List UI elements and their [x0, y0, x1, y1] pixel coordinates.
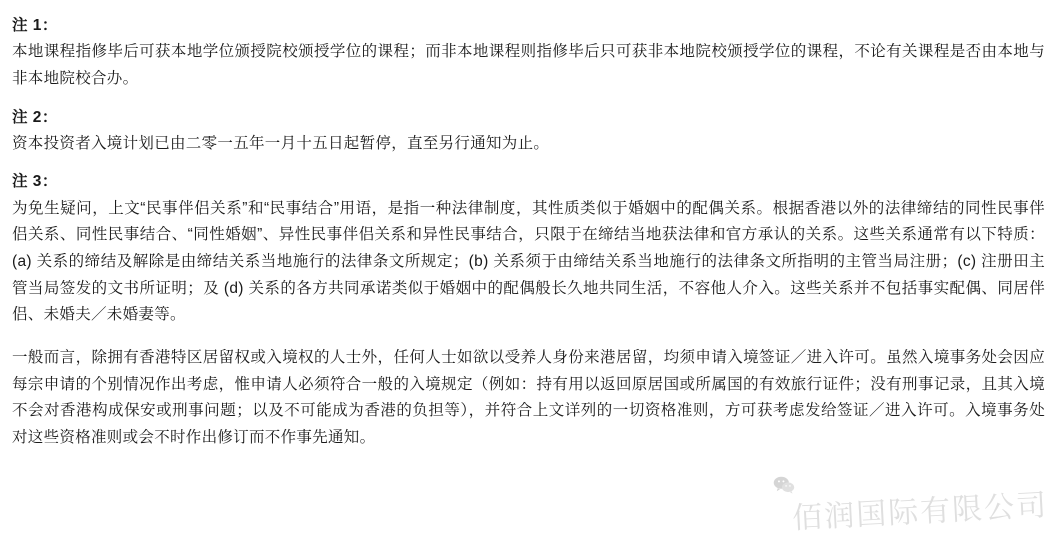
note-3-body: 为免生疑问，上文“民事伴侣关系”和“民事结合”用语，是指一种法律制度，其性质类似于婚姻中的配偶关系。根据香港以外的法律缔结的同性民事伴侣关系、同性民事结合、“同性婚姻”、异性民事伴侣关系和异性民事结合，只限于在缔结当地获法律和官方承认的关系。这些关系通常有以下特质：(a) 关系的缔结及解除是由缔结关系当地施行的法律条文所规定；(b) 关系须于由缔结关系当地施行的法律条文所指明的主管当局注册；(c) 注册田主管当局签发的文书所证明；及 (d) 关系的各方共同承诺类似于婚姻中的配偶般长久地共同生活，不容他人介入。这些关系并不包括事实配偶、同居伴侣、未婚夫／未婚妻等。	[12, 199, 1045, 324]
paragraph-spacer	[12, 329, 1045, 345]
note-block-2	[12, 106, 1045, 158]
note-3-body-second: 一般而言，除拥有香港特区居留权或入境权的人士外，任何人士如欲以受养人身份来港居留，均须申请入境签证／进入许可。虽然入境事务处会因应每宗申请的个别情况作出考虑，惟申请人必须符合一般的入境规定（例如：持有用以返回原居国或所属国的有效旅行证件；没有刑事记录，且其入境不会对香港构成保安或刑事问题；以及不可能成为香港的负担等），并符合上文详列的一切资格准则，方可获考虑发给签证／进入许可。入境事务处对这些资格准则或会不时作出修订而不作事先通知。	[12, 349, 1045, 446]
note-2-body: 资本投资者入境计划已由二零一五年一月十五日起暂停，直至另行通知为止。	[12, 134, 550, 152]
note-1-body: 本地课程指修毕后可获本地学位颁授院校颁授学位的课程；而非本地课程则指修毕后只可获非本地院校颁授学位的课程，不论有关课程是否由本地与非本地院校合办。	[12, 43, 1045, 87]
watermark-text: 佰润国际有限公司	[791, 489, 1049, 536]
note-block-3	[12, 170, 1045, 451]
wechat-icon	[773, 476, 795, 494]
note-block-1	[12, 14, 1045, 93]
note-3-title: 注 3：	[12, 173, 58, 191]
note-2-title: 注 2：	[12, 108, 58, 126]
note-1-title: 注 1：	[12, 17, 58, 34]
